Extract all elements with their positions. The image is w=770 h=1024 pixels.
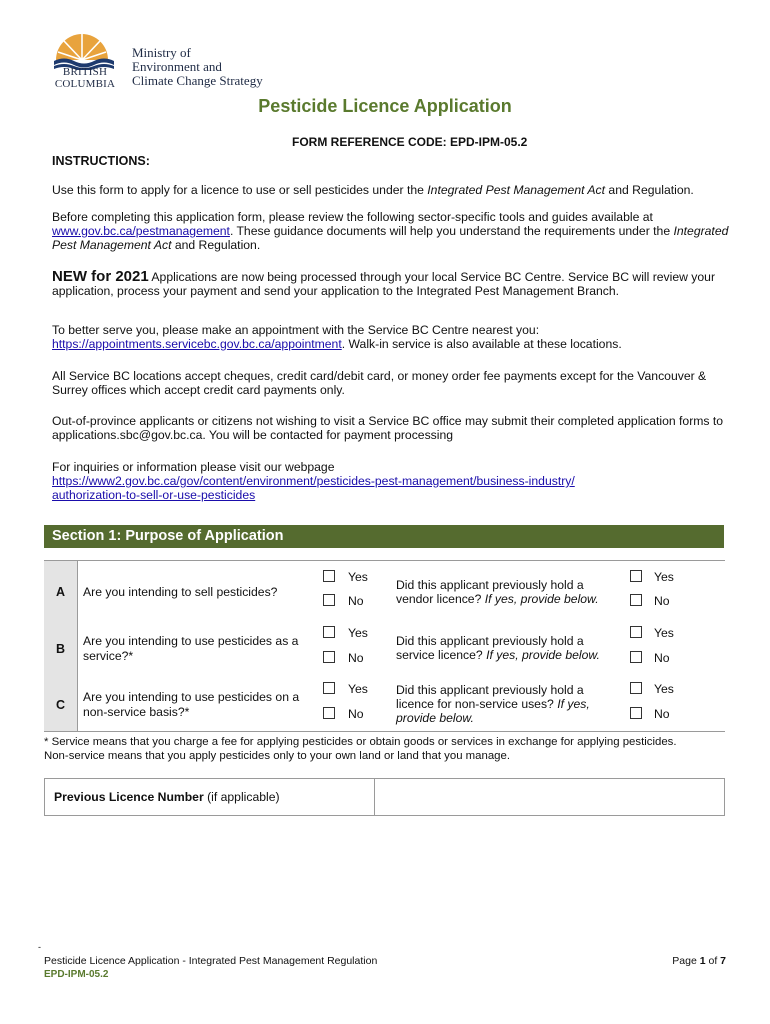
service-footnote: * Service means that you charge a fee for applying pesticides or obtain goods or services in exchange for applying pesticides. Non-service means that you apply pesticides only to your own land or land that you manage.: [44, 736, 677, 762]
instructions-paragraph-1: Use this form to apply for a licence to use or sell pesticides under the Integrated Pest Management Act and Regulation.: [52, 183, 694, 197]
sell-yes-checkbox[interactable]: [323, 570, 335, 582]
footer-mark: -: [38, 942, 41, 952]
service-licence-yes-checkbox[interactable]: [630, 626, 642, 638]
inquiries-paragraph: For inquiries or information please visit our webpage https://www2.gov.bc.ca/gov/content/environment/pesticides-pest-management/business-industry/ authorization-to-sell-or-use-pesticides: [52, 460, 575, 502]
instructions-paragraph-2: Before completing this application form, please review the following sector-specific tools and guides available at www.gov.bc.ca/pestmanagement. These guidance documents will help you understand the requirements under the Integrated Pest Management Act and Regulation.: [52, 210, 729, 252]
yes-label: Yes: [348, 570, 368, 584]
non-service-no-checkbox[interactable]: [323, 707, 335, 719]
service-licence-no-checkbox[interactable]: [630, 651, 642, 663]
payment-paragraph: All Service BC locations accept cheques, credit card/debit card, or money order fee payments except for the Vancouver & Surrey offices which accept credit card payments only.: [52, 369, 707, 397]
question-c: Are you intending to use pesticides on a non-service basis?*: [83, 690, 300, 719]
yes-label: Yes: [654, 626, 674, 640]
yes-label: Yes: [654, 682, 674, 696]
previous-licence-label: Previous Licence Number (if applicable): [45, 779, 375, 815]
followup-b: Did this applicant previously hold a service licence? If yes, provide below.: [396, 634, 600, 662]
question-b: Are you intending to use pesticides as a service?*: [83, 634, 299, 663]
no-label: No: [654, 651, 670, 665]
page-number: Page 1 of 7: [672, 955, 726, 967]
no-label: No: [348, 707, 364, 721]
section-1-header: Section 1: Purpose of Application: [44, 525, 724, 548]
yes-label: Yes: [654, 570, 674, 584]
followup-a: Did this applicant previously hold a vendor licence? If yes, provide below.: [396, 578, 599, 606]
page-title: Pesticide Licence Application: [258, 96, 512, 116]
bc-sun-logo-icon: [50, 30, 114, 70]
out-of-province-paragraph: Out-of-province applicants or citizens not wishing to visit a Service BC office may submit their completed application forms to applications.sbc@gov.bc.ca. You will be contacted for payment processing: [52, 414, 724, 442]
appointment-paragraph: To better serve you, please make an appointment with the Service BC Centre nearest you: https://appointments.servicebc.gov.bc.ca/appointment. Walk-in service is also available at these locations.: [52, 323, 622, 351]
followup-c: Did this applicant previously hold a licence for non-service uses? If yes, provide below.: [396, 683, 590, 725]
ministry-name: Ministry of Environment and Climate Change Strategy: [132, 45, 263, 88]
footer-title: Pesticide Licence Application - Integrated Pest Management Regulation: [44, 955, 378, 967]
non-service-licence-no-checkbox[interactable]: [630, 707, 642, 719]
new-2021-label: NEW for 2021: [52, 268, 149, 285]
sell-no-checkbox[interactable]: [323, 594, 335, 606]
appointment-link[interactable]: https://appointments.servicebc.gov.bc.ca/appointment: [52, 337, 342, 351]
new-2021-notice: NEW for 2021 Applications are now being processed through your local Service BC Centre. Service BC will review your application, process your payment and send your application to the Integrated Pest Management Branch.: [52, 268, 716, 298]
yes-label: Yes: [348, 626, 368, 640]
vendor-licence-yes-checkbox[interactable]: [630, 570, 642, 582]
row-letter-c: C: [55, 698, 66, 712]
yes-label: Yes: [348, 682, 368, 696]
purpose-table: [44, 560, 725, 732]
no-label: No: [654, 707, 670, 721]
no-label: No: [654, 594, 670, 608]
service-no-checkbox[interactable]: [323, 651, 335, 663]
pestmanagement-link[interactable]: www.gov.bc.ca/pestmanagement: [52, 224, 230, 238]
bc-logo: [50, 30, 280, 96]
non-service-yes-checkbox[interactable]: [323, 682, 335, 694]
logo-province-text: BRITISH COLUMBIA: [54, 66, 116, 90]
vendor-licence-no-checkbox[interactable]: [630, 594, 642, 606]
previous-licence-row: [44, 778, 725, 816]
webpage-link[interactable]: https://www2.gov.bc.ca/gov/content/environment/pesticides-pest-management/business-industry/ authorization-to-sell-or-use-pesticides: [52, 474, 575, 502]
row-letter-b: B: [55, 642, 66, 656]
non-service-licence-yes-checkbox[interactable]: [630, 682, 642, 694]
instructions-heading: INSTRUCTIONS:: [52, 154, 150, 168]
footer-form-code: EPD-IPM-05.2: [44, 969, 109, 980]
previous-licence-input[interactable]: [376, 779, 724, 815]
row-letter-a: A: [55, 585, 66, 599]
no-label: No: [348, 594, 364, 608]
service-yes-checkbox[interactable]: [323, 626, 335, 638]
form-reference-code: FORM REFERENCE CODE: EPD-IPM-05.2: [292, 135, 528, 149]
no-label: No: [348, 651, 364, 665]
question-a: Are you intending to sell pesticides?: [83, 585, 278, 599]
